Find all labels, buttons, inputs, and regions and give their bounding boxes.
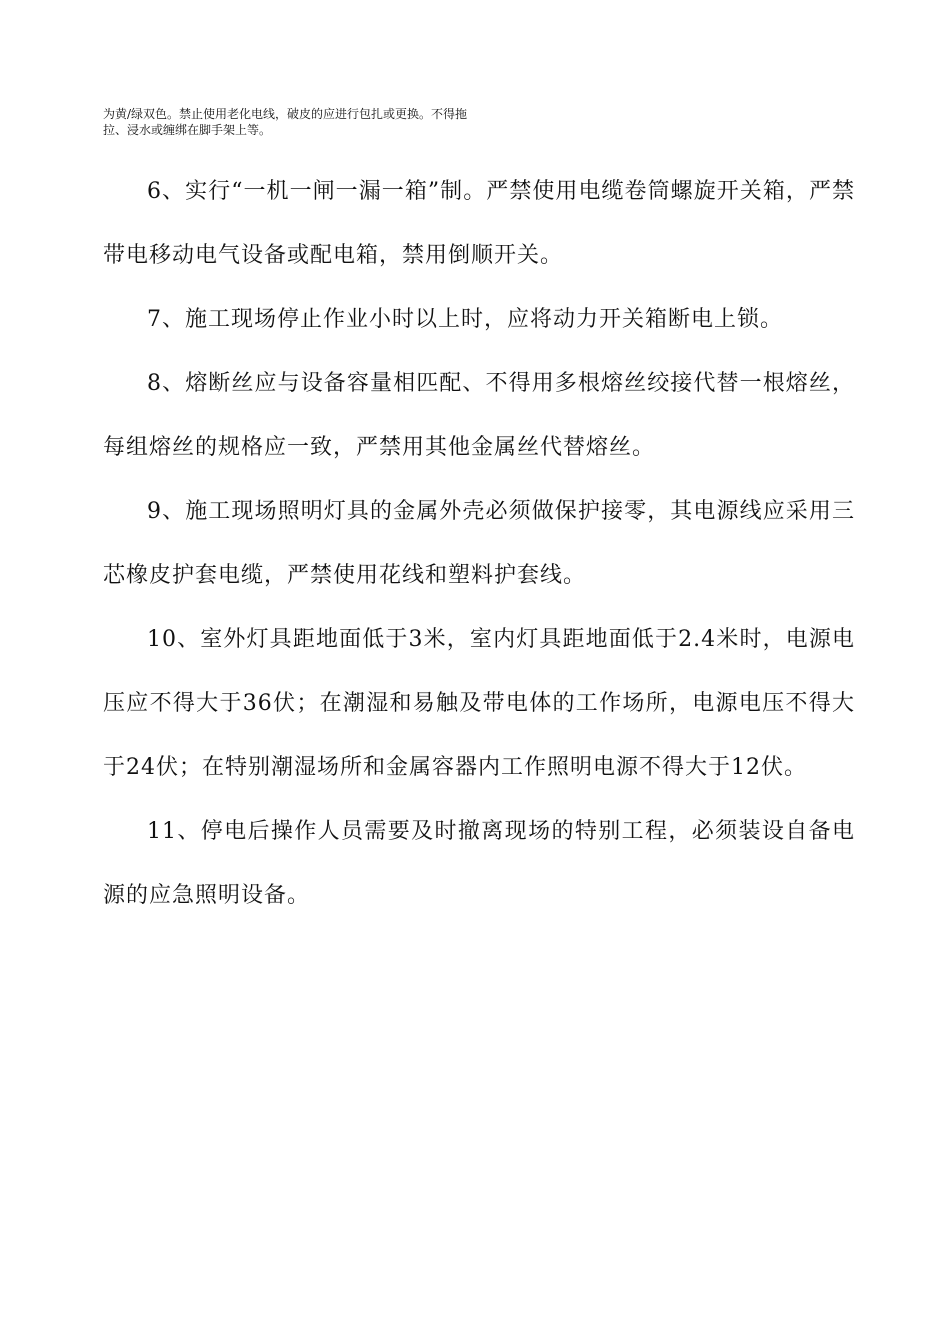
note-line-2: 拉、浸水或缠绑在脚手架上等。	[103, 123, 272, 137]
note-line-1: 为黄/绿双色。禁止使用老化电线，破皮的应进行包扎或更换。不得拖	[103, 107, 468, 121]
paragraph-item-7: 7、施工现场停止作业小时以上时，应将动力开关箱断电上锁。	[147, 307, 783, 332]
paragraph-item-10: 10、室外灯具距地面低于3米，室内灯具距地面低于2.4米时，电源电压应不得大于36伏；在潮湿和易触及带电体的工作场所，电源电压不得大于24伏；在特别潮湿场所和金属容器内工作照明电源不得大于12伏。	[103, 627, 855, 780]
paragraph-item-11: 11、停电后操作人员需要及时撤离现场的特别工程，必须装设自备电源的应急照明设备。	[103, 819, 855, 908]
small-text-note	[103, 106, 533, 138]
paragraph-item-9: 9、施工现场照明灯具的金属外壳必须做保护接零，其电源线应采用三芯橡皮护套电缆，严禁使用花线和塑料护套线。	[103, 499, 855, 588]
body-text	[103, 160, 855, 928]
paragraph-item-8: 8、熔断丝应与设备容量相匹配、不得用多根熔丝绞接代替一根熔丝，每组熔丝的规格应一致，严禁用其他金属丝代替熔丝。	[103, 371, 855, 460]
paragraph-item-6: 6、实行“一机一闸一漏一箱”制。严禁使用电缆卷筒螺旋开关箱，严禁带电移动电气设备或配电箱，禁用倒顺开关。	[103, 179, 855, 268]
